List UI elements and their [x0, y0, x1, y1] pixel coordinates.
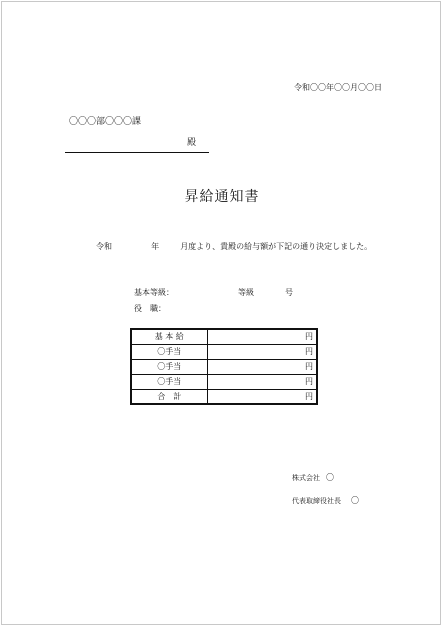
notice-year-unit: 年 — [151, 242, 160, 251]
notice-era: 令和 — [96, 242, 112, 251]
issue-date: 令和〇〇年〇〇月〇〇日 — [294, 83, 382, 92]
grade-unit: 号 — [285, 288, 293, 297]
salary-item: 〇手当 — [131, 359, 207, 374]
company-name: 株式会社 — [292, 474, 320, 482]
salary-amount: 円 — [207, 359, 317, 374]
recipient-department: 〇〇〇部〇〇〇課 — [69, 117, 142, 127]
table-row — [131, 359, 317, 374]
issuer-representative — [292, 495, 359, 506]
salary-total-label: 合 計 — [131, 389, 207, 404]
notice-sentence: 月度より、貴殿の給与額が下記の通り決定しました。 — [180, 242, 373, 251]
issuer-company — [292, 472, 334, 483]
table-row — [131, 389, 317, 404]
grade-value: 等級 — [238, 288, 254, 297]
company-seal-mark: 〇 — [326, 473, 334, 482]
salary-amount: 円 — [207, 329, 317, 344]
table-row — [131, 329, 317, 344]
salary-amount: 円 — [207, 344, 317, 359]
representative-seal-mark: 〇 — [351, 496, 359, 505]
salary-item: 〇手当 — [131, 374, 207, 389]
salary-total-amount: 円 — [207, 389, 317, 404]
representative-title: 代表取締役社長 — [292, 497, 341, 505]
notice-text — [96, 241, 372, 252]
recipient-honorific: 殿 — [187, 138, 197, 148]
salary-amount: 円 — [207, 374, 317, 389]
table-row — [131, 344, 317, 359]
salary-item: 基 本 給 — [131, 329, 207, 344]
table-row — [131, 374, 317, 389]
document-page — [1, 1, 441, 625]
salary-item: 〇手当 — [131, 344, 207, 359]
grade-label: 基本等級： — [134, 288, 174, 297]
role-label: 役 職： — [134, 304, 166, 313]
document-title: 昇給通知書 — [184, 189, 260, 205]
salary-table — [130, 328, 318, 405]
recipient-name-line — [65, 152, 209, 153]
